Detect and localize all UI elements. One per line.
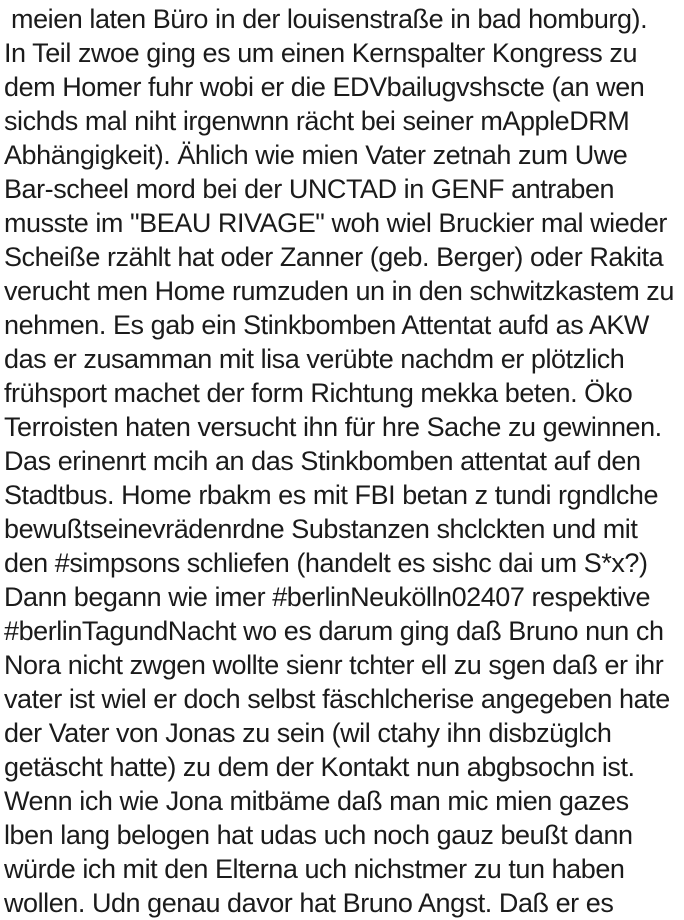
text-line: wollen. Udn genau davor hat Bruno Angst. Daß er es [4, 888, 614, 918]
text-line: Terroisten haten versucht ihn für hre Sache zu gewinnen. [4, 412, 662, 442]
text-line: Dann begann wie imer #berlinNeukölln02407 respektive [4, 582, 651, 612]
text-line: meien laten Büro in der louisenstraße in bad homburg). [4, 4, 648, 34]
text-line: Wenn ich wie Jona mitbäme daß man mic mien gazes [4, 786, 629, 816]
text-line: lben lang belogen hat udas uch noch gauz beußt dann [4, 820, 633, 850]
text-line: der Vater von Jonas zu sein (wil ctahy ihn disbzüglch [4, 718, 612, 748]
text-line: bewußtseinevrädenrdne Substanzen shclckten und mit [4, 514, 638, 544]
text-line: sichds mal niht irgenwnn rächt bei seiner mAppleDRM [4, 106, 630, 136]
text-line: vater ist wiel er doch selbst fäschlcherise angegeben hate [4, 684, 670, 714]
text-line: das er zusamman mit lisa verübte nachdm er plötzlich [4, 344, 625, 374]
text-line: den #simpsons schliefen (handelt es sishc dai um S*x?) [4, 548, 648, 578]
text-line: Nora nicht zwgen wollte sienr tchter ell zu sgen daß er ihr [4, 650, 664, 680]
text-line: musste im "BEAU RIVAGE" woh wiel Bruckier mal wieder [4, 208, 667, 238]
text-line: Stadtbus. Home rbakm es mit FBI betan z tundi rgndlche [4, 480, 659, 510]
text-line: getäscht hatte) zu dem der Kontakt nun abgbsochn ist. [4, 752, 635, 782]
text-line: Das erinenrt mcih an das Stinkbomben attentat auf den [4, 446, 641, 476]
text-line: dem Homer fuhr wobi er die EDVbailugvshscte (an wen [4, 72, 645, 102]
document-body [4, 2, 684, 920]
text-line: frühsport machet der form Richtung mekka beten. Öko [4, 378, 633, 408]
text-line: Scheiße rzählt hat oder Zanner (geb. Berger) oder Rakita [4, 242, 664, 272]
text-line: Bar-scheel mord bei der UNCTAD in GENF antraben [4, 174, 615, 204]
text-line: In Teil zwoe ging es um einen Kernspalter Kongress zu [4, 38, 638, 68]
text-line: Abhängigkeit). Ählich wie mien Vater zetnah zum Uwe [4, 140, 628, 170]
text-line: würde ich mit den Elterna uch nichstmer zu tun haben [4, 854, 625, 884]
text-line: #berlinTagundNacht wo es darum ging daß Bruno nun ch [4, 616, 664, 646]
text-line: verucht men Home rumzuden un in den schwitzkastem zu [4, 276, 674, 306]
text-line: nehmen. Es gab ein Stinkbomben Attentat aufd as AKW [4, 310, 649, 340]
